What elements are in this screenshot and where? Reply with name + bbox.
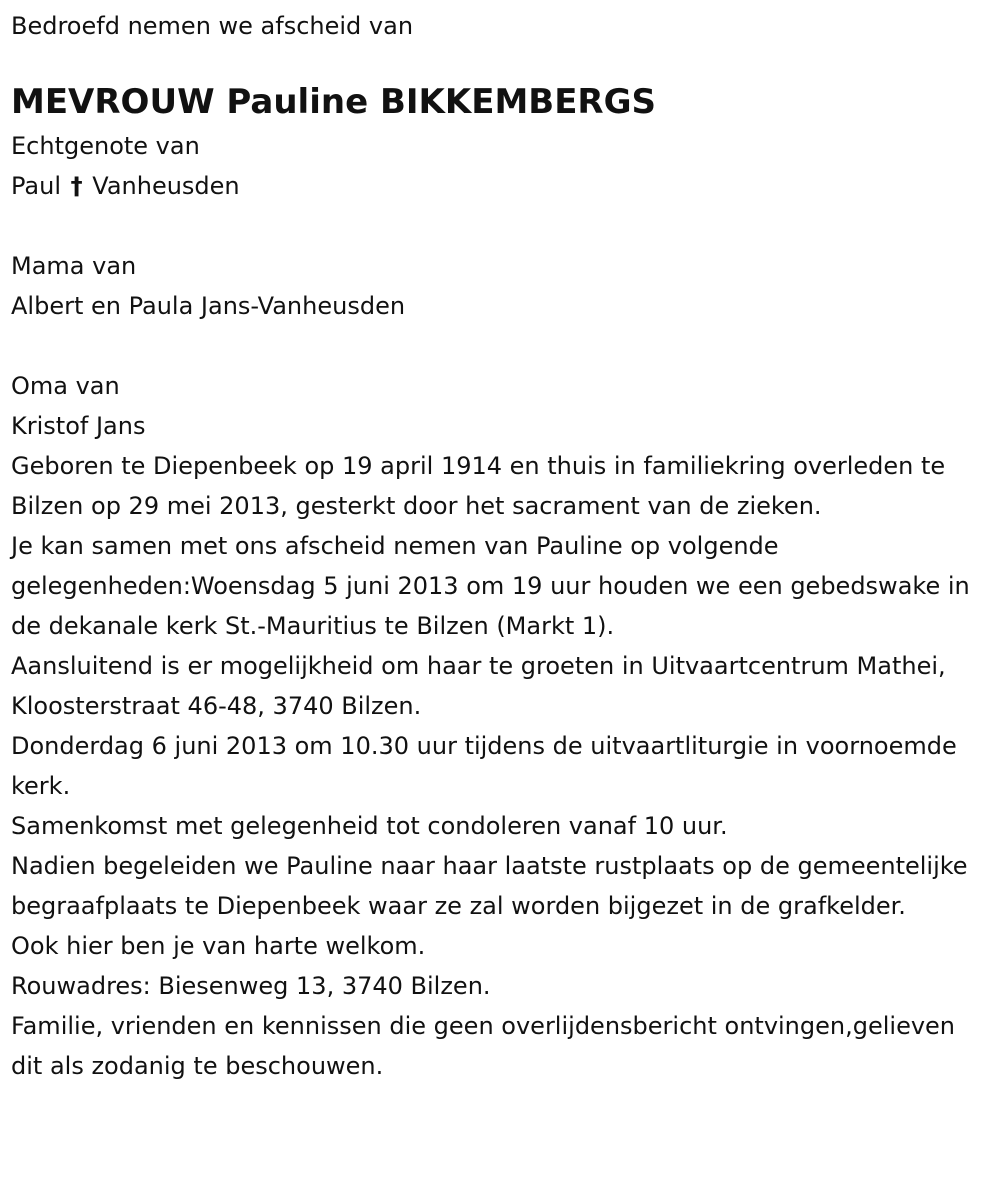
spouse-label: Echtgenote van: [11, 132, 200, 160]
intro-text: Bedroefd nemen we afscheid van: [11, 12, 414, 40]
wake-paragraph: Je kan samen met ons afscheid nemen van Pauline op volgende gelegenheden:Woensdag 5 juni 2013 om 19 uur houden we een gebedswake in de dekanale kerk St.-Mauritius te Bilzen (Markt 1).: [11, 532, 970, 640]
spacer: [11, 206, 1000, 246]
spouse-first-name: Paul: [11, 172, 61, 200]
spouse-line: [11, 166, 1000, 206]
spouse-last-name: Vanheusden: [92, 172, 240, 200]
mourning-address: Rouwadres: Biesenweg 13, 3740 Bilzen.: [11, 972, 491, 1000]
grandchildren-label: Oma van: [11, 372, 120, 400]
closing-paragraph: Familie, vrienden en kennissen die geen overlijdensbericht ontvingen,gelieven dit als zodanig te beschouwen.: [11, 1012, 956, 1080]
funeral-paragraph: Donderdag 6 juni 2013 om 10.30 uur tijdens de uitvaartliturgie in voornoemde kerk.: [11, 732, 957, 800]
viewing-paragraph: Aansluitend is er mogelijkheid om haar te groeten in Uitvaartcentrum Mathei, Kloosterstraat 46-48, 3740 Bilzen.: [11, 652, 946, 720]
deceased-name: MEVROUW Pauline BIKKEMBERGS: [11, 82, 657, 122]
burial-paragraph: Nadien begeleiden we Pauline naar haar laatste rustplaats op de gemeentelijke begraafplaats te Diepenbeek waar ze zal worden bijgezet in de grafkelder.: [11, 852, 968, 920]
children-names: Albert en Paula Jans-Vanheusden: [11, 292, 406, 320]
welcome-paragraph: Ook hier ben je van harte welkom.: [11, 932, 426, 960]
cross-icon: †: [70, 172, 83, 200]
grandchildren-names: Kristof Jans: [11, 412, 146, 440]
spacer: [11, 326, 1000, 366]
children-label: Mama van: [11, 252, 137, 280]
condolence-paragraph: Samenkomst met gelegenheid tot condoleren vanaf 10 uur.: [11, 812, 728, 840]
birth-death-paragraph: Geboren te Diepenbeek op 19 april 1914 en thuis in familiekring overleden te Bilzen op 29 mei 2013, gesterkt door het sacrament van de zieken.: [11, 452, 946, 520]
